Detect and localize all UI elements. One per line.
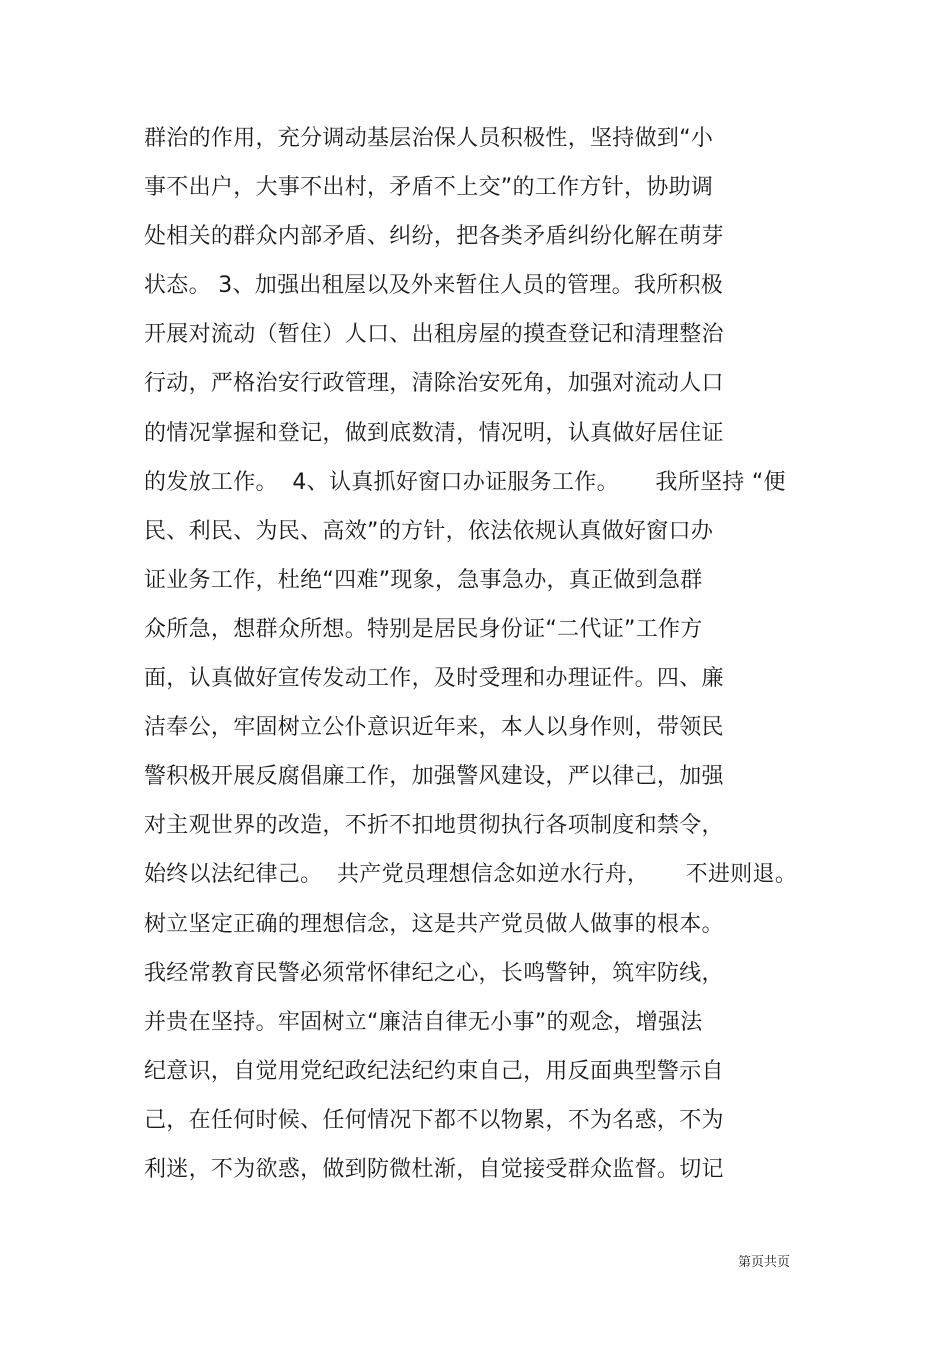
text-line: 树立坚定正确的理想信念，这是共产党员做人做事的根本。 [144,911,724,937]
body-text [144,121,824,1201]
text-line: 民、利民、为民、高效”的方针，依法依规认真做好窗口办 [144,518,714,544]
text-line: 众所急，想群众所想。特别是居民身份证“二代证”工作方 [144,616,703,642]
text-line: 的情况掌握和登记，做到底数清，情况明，认真做好居住证 [144,420,724,446]
text-line: 警积极开展反腐倡廉工作，加强警风建设，严以律己，加强 [144,764,724,790]
text-line: 我经常教育民警必须常怀律纪之心，长鸣警钟，筑牢防线， [144,960,724,986]
text-line: 行动，严格治安行政管理，清除治安死角，加强对流动人口 [144,371,724,397]
text-line: 群治的作用，充分调动基层治保人员积极性，坚持做到“小 [144,126,714,151]
text-line: 洁奉公，牢固树立公仆意识近年来，本人以身作则，带领民 [144,715,724,741]
text-line: 对主观世界的改造，不折不扣地贯彻执行各项制度和禁令， [144,813,724,839]
text-line: 处相关的群众内部矛盾、纠纷，把各类矛盾纠纷化解在萌芽 [144,224,724,250]
text-line: 面，认真做好宣传发动工作，及时受理和办理证件。四、廉 [144,666,724,692]
text-line: 的发放工作。 4、认真抓好窗口办证服务工作。 我所坚持 “便 [144,469,786,495]
text-line: 始终以法纪律己。 共产党员理想信念如逆水行舟， 不进则退。 [144,862,798,888]
text-line: 纪意识，自觉用党纪政纪法纪约束自己，用反面典型警示自 [144,1058,724,1084]
text-line: 事不出户，大事不出村，矛盾不上交”的工作方针，协助调 [144,175,714,201]
text-line: 己，在任何时候、任何情况下都不以物累，不为名惑，不为 [144,1107,724,1133]
text-line: 状态。 3、加强出租屋以及外来暂住人员的管理。我所积极 [144,273,724,299]
page-footer: 第页共页 [738,1255,791,1270]
text-line: 并贵在坚持。牢固树立“廉洁自律无小事”的观念，增强法 [144,1009,703,1035]
text-line: 利迷，不为欲惑，做到防微杜渐，自觉接受群众监督。切记 [144,1156,724,1182]
text-line: 开展对流动（暂住）人口、出租房屋的摸查登记和清理整治 [144,322,724,348]
text-line: 证业务工作，杜绝“四难”现象，急事急办，真正做到急群 [144,567,703,593]
